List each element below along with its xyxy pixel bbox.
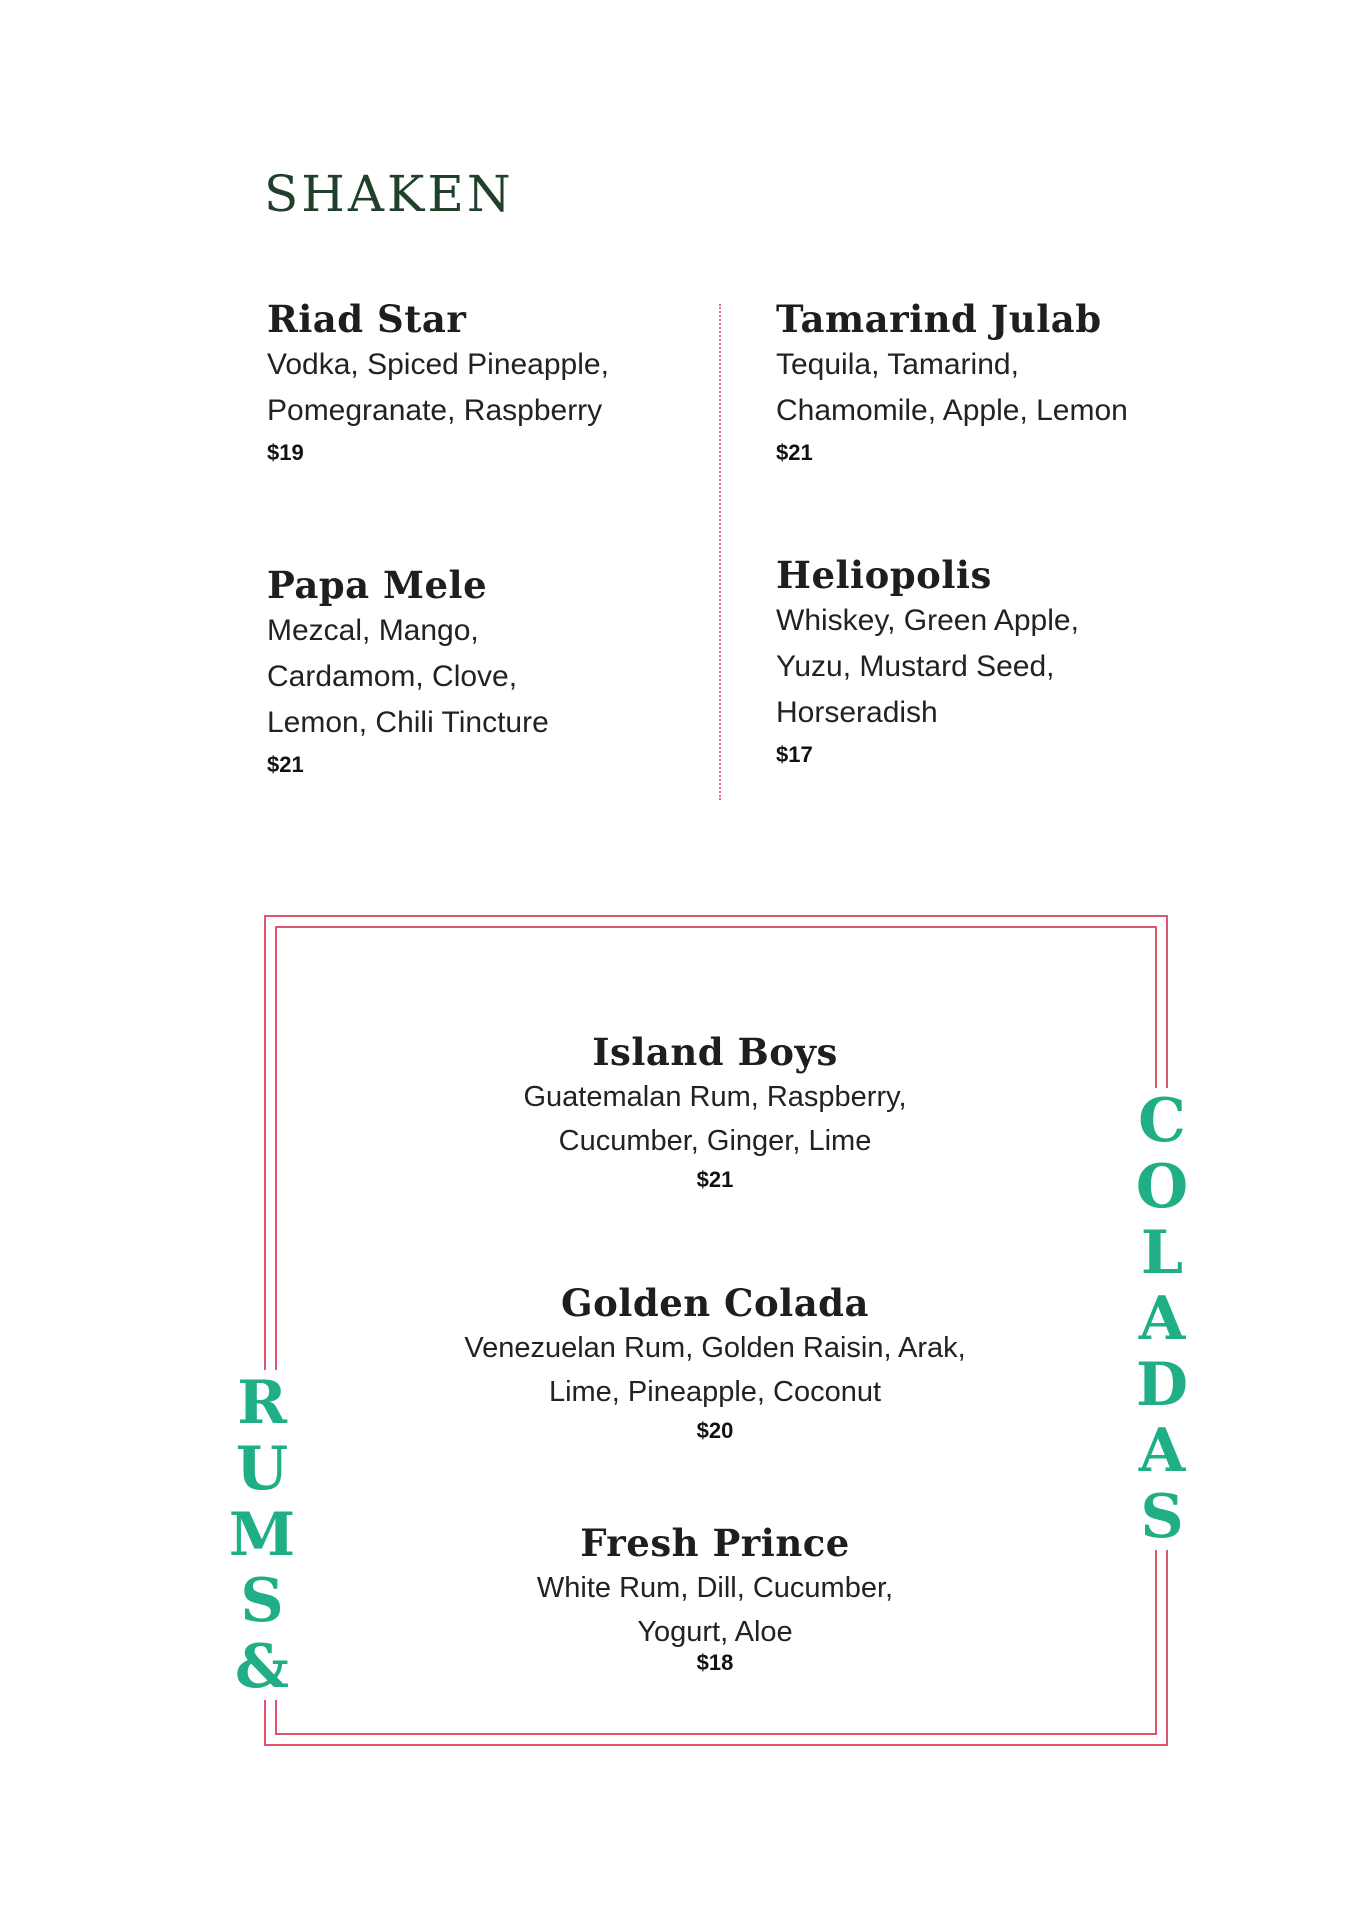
item-price: $17: [776, 742, 813, 767]
item-price: $21: [776, 440, 813, 465]
item-name: Heliopolis: [776, 553, 992, 597]
item-description: White Rum, Dill, Cucumber, Yogurt, Aloe: [536, 1572, 894, 1648]
label-letter: A: [1138, 1416, 1186, 1486]
label-letter: S: [1140, 1482, 1184, 1552]
item-description: Guatemalan Rum, Raspberry, Cucumber, Ginger, Lime: [523, 1081, 907, 1157]
item-name: Papa Mele: [267, 563, 488, 607]
label-letter: S: [240, 1566, 284, 1636]
item-price: $19: [267, 440, 304, 465]
label-letter: &: [234, 1632, 290, 1702]
item-price: $20: [696, 1418, 734, 1443]
menu-item-island-boys: [400, 1029, 1030, 1193]
item-price: $21: [696, 1167, 734, 1192]
menu-item-papa-mele: [267, 562, 549, 778]
item-description: Tequila, Tamarind, Chamomile, Apple, Lemon: [776, 348, 1128, 427]
label-letter: O: [1135, 1152, 1189, 1222]
menu-item-tamarind-julab: [776, 296, 1128, 466]
menu-item-fresh-prince: [400, 1520, 1030, 1676]
item-description: Whiskey, Green Apple, Yuzu, Mustard Seed, Horseradish: [776, 604, 1079, 729]
item-price: $21: [267, 752, 304, 777]
vertical-label-rums: [228, 1368, 296, 1702]
label-letter: M: [228, 1500, 296, 1570]
label-letter: A: [1138, 1284, 1186, 1354]
item-name: Fresh Prince: [580, 1521, 850, 1565]
label-letter: C: [1138, 1086, 1186, 1156]
menu-item-riad-star: [267, 296, 609, 466]
item-name: Riad Star: [267, 297, 467, 341]
label-letter: U: [235, 1434, 289, 1504]
item-description: Venezuelan Rum, Golden Raisin, Arak, Lime, Pineapple, Coconut: [464, 1332, 966, 1408]
menu-item-heliopolis: [776, 552, 1079, 768]
vertical-label-coladas: [1132, 1088, 1192, 1550]
item-description: Vodka, Spiced Pineapple, Pomegranate, Raspberry: [267, 348, 609, 427]
menu-item-golden-colada: [400, 1280, 1030, 1444]
item-description: Mezcal, Mango, Cardamom, Clove, Lemon, Chili Tincture: [267, 614, 549, 739]
item-price: $18: [696, 1650, 734, 1675]
item-name: Tamarind Julab: [776, 297, 1102, 341]
label-letter: R: [237, 1368, 287, 1438]
label-letter: D: [1135, 1350, 1189, 1420]
item-name: Island Boys: [592, 1030, 838, 1074]
label-letter: L: [1140, 1218, 1184, 1288]
section-title-shaken: SHAKEN: [264, 165, 514, 223]
item-name: Golden Colada: [560, 1281, 870, 1325]
column-divider: [719, 304, 721, 800]
